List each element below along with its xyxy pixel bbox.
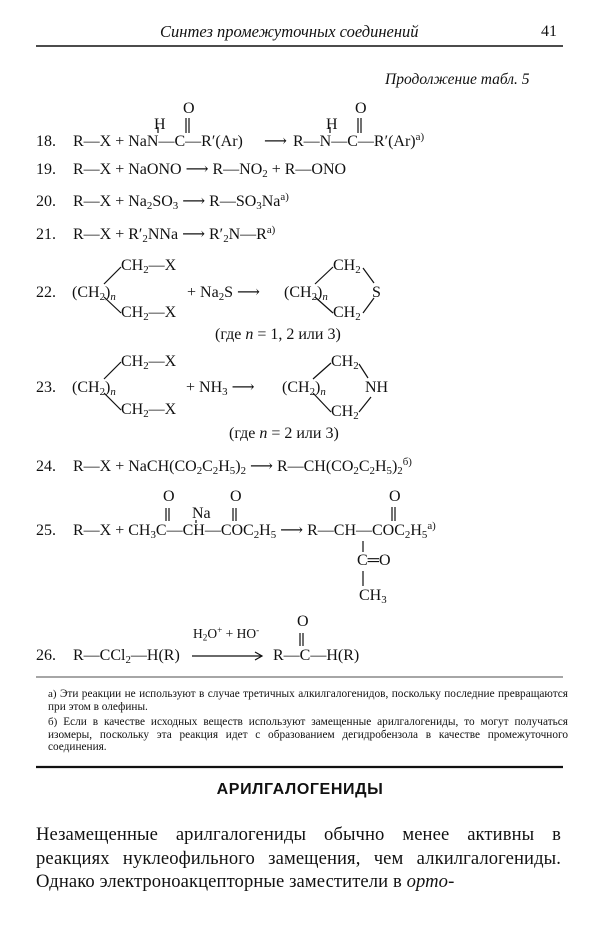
reaction-18-hydrogen-1: H — [154, 116, 166, 133]
reaction-23-reagent: + $NH_3$ ⟶ — [186, 379, 255, 399]
reaction-22-sulfur: S — [372, 284, 381, 301]
footnote-b-marker: б) — [48, 716, 58, 728]
reaction-26-conditions: $H_2O^+ + HO^-$ — [193, 624, 260, 643]
reaction-18-number: 18. — [36, 133, 56, 150]
reaction-26-number: 26. — [36, 647, 56, 664]
reaction-18-substituent-2: $—R'(Ar)^{а)}$ — [357, 131, 425, 150]
reaction-18-hydrogen-2: H — [326, 116, 338, 133]
footnote-a-text: Эти реакции не используют в случае третичных алкилгалогенидов, поскольку последние превращаются при этом в олефины. — [48, 688, 568, 713]
reaction-26-reactant: R—CCl$_2$—H(R) — [73, 647, 180, 667]
running-header-title: Синтез промежуточных соединений — [160, 22, 419, 41]
reaction-25-oxygen-2: O — [230, 488, 242, 505]
reaction-18-product-left: R—N— — [293, 133, 348, 150]
reaction-19-equation: R—X + NaONO ⟶ $R—NO_2$ + R—ONO — [73, 161, 347, 181]
reaction-18-carbonyl-1: C — [174, 133, 186, 150]
reaction-22-product-bottom: $CH_2$ — [333, 304, 361, 324]
reaction-26-product: R—C—H(R) — [273, 647, 360, 664]
footnote-a — [48, 688, 568, 713]
reaction-18-reactants — [73, 134, 243, 150]
reaction-25-methyl: $CH_3$ — [359, 587, 387, 607]
reaction-22-reagent: + $Na_2S$ ⟶ — [187, 284, 260, 304]
reaction-25-oxygen-3: O — [389, 488, 401, 505]
reaction-18-arrow: ⟶ — [264, 133, 287, 150]
reaction-22-product-top: $CH_2$ — [333, 257, 361, 277]
section-heading: АРИЛГАЛОГЕНИДЫ — [216, 781, 384, 798]
reaction-18-product — [293, 131, 425, 150]
section-paragraph-text: Незамещенные арилгалогениды обычно менее активны в реакциях нуклеофильного замещения, чем алкилгалогениды. Однако электроноакцепторные заместители в — [36, 824, 561, 893]
reaction-23-bottom-chain: $CH_2—X$ — [121, 401, 177, 421]
reaction-22-bottom-chain: $CH_2—X$ — [121, 304, 177, 324]
reaction-22-top-chain: $CH_2—X$ — [121, 257, 177, 277]
reaction-24-equation: R—X + $NaCH(CO_2C_2H_5)_2$ ⟶ $R—CH(CO_2C_2H_5)_2^{б)}$ — [73, 456, 412, 478]
reaction-22-note: (где n = 1, 2 или 3) — [215, 326, 341, 343]
reaction-21-number: 21. — [36, 226, 56, 243]
table-continuation: Продолжение табл. 5 — [385, 71, 530, 88]
reaction-21-equation: R—X + $R'_2NNa$ ⟶ $R'_2N—R^{а)}$ — [73, 224, 276, 246]
reaction-19-number: 19. — [36, 161, 56, 178]
section-paragraph-italic: орто- — [406, 871, 455, 893]
reaction-18-oxygen-1: O — [183, 100, 195, 117]
reaction-25-oxygen-1: O — [163, 488, 175, 505]
reaction-20-number: 20. — [36, 193, 56, 210]
reaction-18-substituent-1: —R′(Ar) — [185, 133, 243, 150]
footnote-b-text: Если в качестве исходных веществ используют замещенные арилгалогениды, то могут получаться изомеры, поскольку эта реакция идет с образованием дегидробензола в качестве промежуточного соединения. — [48, 716, 569, 754]
reaction-25-equation: R—X + $CH_3C—CH—COC_2H_5$ ⟶ $R—CH—COC_2H_5^{а)}$ — [73, 520, 436, 542]
reaction-22-ring-chain: $(CH_2)_n$ — [72, 284, 116, 304]
reaction-25-number: 25. — [36, 522, 56, 539]
reaction-23-product-chain: $(CH_2)_n$ — [282, 379, 326, 399]
reaction-26-oxygen: O — [297, 613, 309, 630]
reaction-24-number: 24. — [36, 458, 56, 475]
reaction-23-product-bottom: $CH_2$ — [331, 403, 359, 423]
reaction-23-number: 23. — [36, 379, 56, 396]
reaction-23-nitrogen: NH — [365, 379, 389, 396]
footnote-b — [48, 716, 568, 754]
section-paragraph — [36, 823, 561, 894]
reaction-22-number: 22. — [36, 284, 56, 301]
reaction-23-product-top: $CH_2$ — [331, 353, 359, 373]
reaction-18-left: R—X + NaN— — [73, 133, 175, 150]
reaction-23-ring-chain: $(CH_2)_n$ — [72, 379, 116, 399]
reaction-18-oxygen-2: O — [355, 100, 367, 117]
reaction-23-note: (где n = 2 или 3) — [229, 425, 339, 442]
reaction-22-product-chain: $(CH_2)_n$ — [284, 284, 328, 304]
reaction-20-equation: R—X + $Na_2SO_3$ ⟶ $R—SO_3Na^{а)}$ — [73, 191, 289, 213]
footnote-a-marker: а) — [48, 688, 57, 700]
reaction-23-top-chain: $CH_2—X$ — [121, 353, 177, 373]
page-number: 41 — [541, 23, 557, 40]
reaction-25-sodium: Na — [192, 505, 211, 522]
reaction-25-acetyl-carbonyl: C═O — [357, 552, 391, 569]
reaction-18-carbonyl-2: C — [347, 133, 358, 150]
